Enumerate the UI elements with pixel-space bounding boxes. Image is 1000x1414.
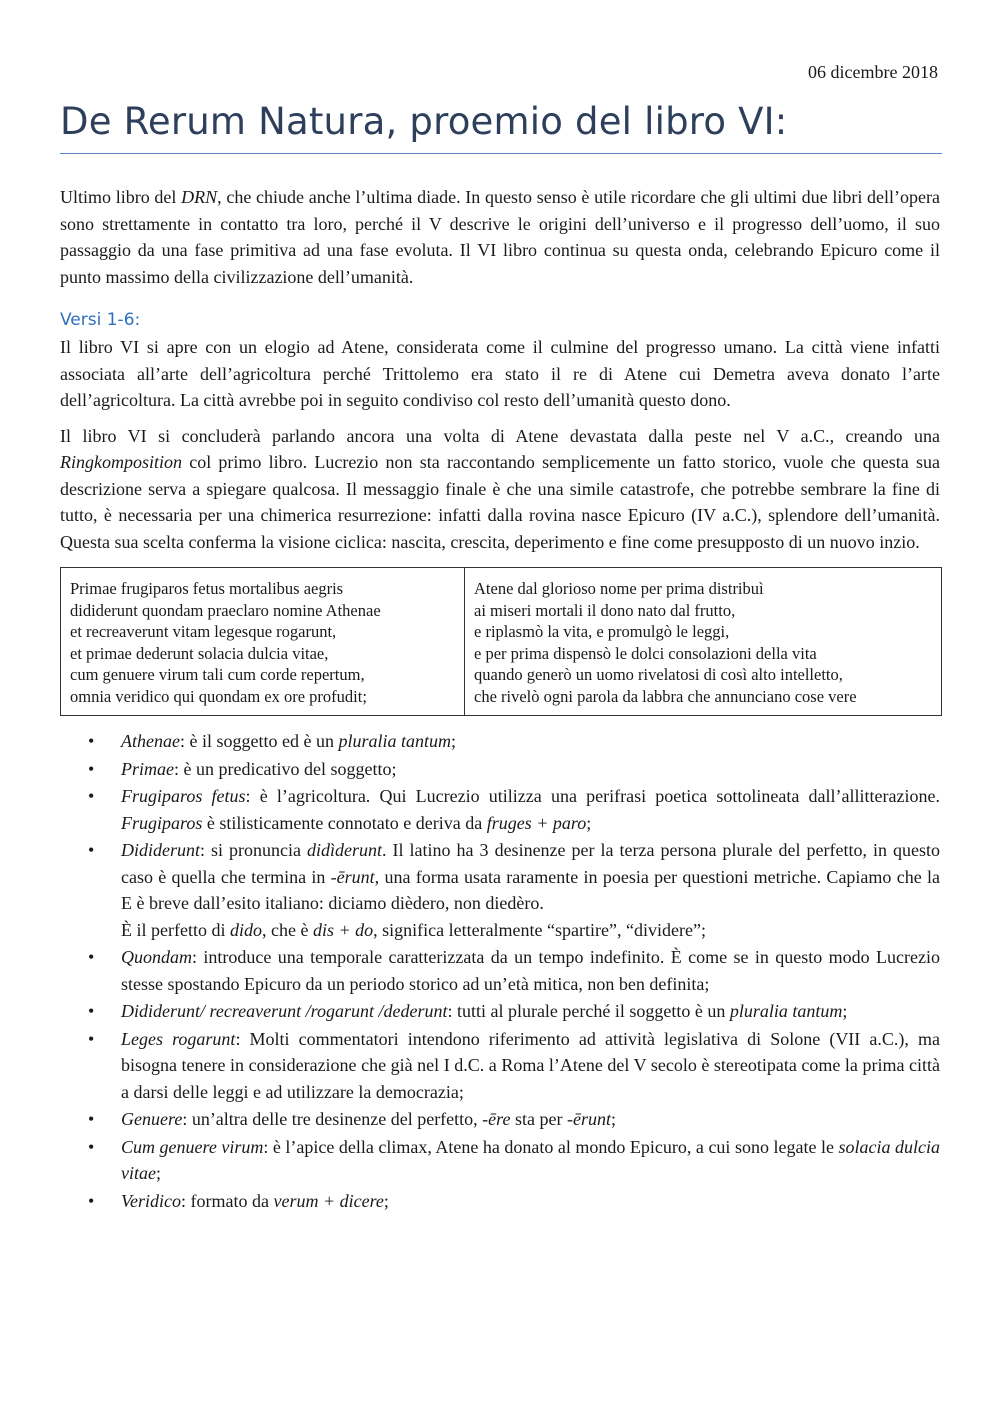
paragraph-1: Il libro VI si apre con un elogio ad Atene, considerata come il culmine del progresso umano. La città viene infatti associata all’arte dell’agricoltura perché Trittolemo era stato il re di Atene cui Demetra aveva donato l’arte dell’agricoltura. La città avrebbe poi in seguito condiviso col resto dell’umanità questo dono. [60, 337, 940, 410]
list-item: • Primae: è un predicativo del soggetto; [60, 756, 940, 783]
latin-verse: Primae frugiparos fetus mortalibus aegris [70, 579, 344, 598]
notes-list [60, 728, 940, 1214]
list-item: • Cum genuere virum: è l’apice della climax, Atene ha donato al mondo Epicuro, a cui sono legate le solacia dulcia vitae; [60, 1134, 940, 1187]
bullet-icon: • [88, 1136, 95, 1157]
italian-translation-cell [465, 568, 942, 716]
italian-verse: Atene dal glorioso nome per prima distribuì [474, 579, 764, 598]
document-date: 06 dicembre 2018 [808, 62, 938, 82]
bullet-icon: • [88, 1190, 95, 1211]
latin-verse: cum genuere virum tali cum corde repertum, [70, 665, 365, 684]
verses-table [60, 567, 942, 716]
verses-row [61, 568, 942, 716]
italian-verse: e per prima dispensò le dolci consolazioni della vita [474, 643, 817, 663]
latin-verse: dididerunt quondam praeclaro nomine Athenae [70, 600, 381, 620]
latin-verse: et recreaverunt vitam legesque rogarunt, [70, 622, 337, 641]
italian-verse: e riplasmò la vita, e promulgò le leggi, [474, 622, 730, 641]
bullet-icon: • [88, 947, 95, 967]
list-item: • Leges rogarunt: Molti commentatori intendono riferimento ad attività legislativa di Solone (VII a.C.), ma bisogna tenere in considerazione che già nel I d.C. a Roma l’Atene del V secolo è stereotipata come la prima città a darsi delle leggi e ad utilizzare la democrazia; [60, 1026, 940, 1106]
intro-paragraph: Ultimo libro del DRN, che chiude anche l’ultima diade. In questo senso è utile ricordare che gli ultimi due libri dell’opera sono strettamente in contatto tra loro, perché il V descrive le origini dell’universo e il progresso dell’uomo, il suo passaggio da una fase primitiva ad una fase evoluta. Il VI libro continua su questa onda, celebrando Epicuro come il punto massimo della civilizzazione dell’umanità. [60, 187, 940, 287]
list-item: • Dididerunt: si pronuncia didìderunt. Il latino ha 3 desinenze per la terza persona plurale del perfetto, in questo caso è quella che termina in -ērunt, una forma usata raramente in poesia per questioni metriche. Capiamo che la E è breve dall’esito italiano: diciamo dièdero, non diedèro. È il perfetto di dido, che è dis + do, significa letteralmente “spartire”, “dividere”; [60, 837, 940, 943]
latin-verse: omnia veridico qui quondam ex ore profudit; [70, 686, 367, 706]
bullet-icon: • [88, 840, 95, 860]
italian-verse: ai miseri mortali il dono nato dal frutto, [474, 600, 736, 620]
list-item: • Genuere: un’altra delle tre desinenze del perfetto, -ēre sta per -ērunt; [60, 1106, 940, 1133]
latin-verse: et primae dederunt solacia dulcia vitae, [70, 643, 329, 663]
list-item: • Quondam: introduce una temporale caratterizzata da un tempo indefinito. È come se in questo modo Lucrezio stesse spostando Epicuro da un periodo storico ad un’età mitica, non ben definita; [60, 944, 940, 997]
bullet-icon: • [88, 1028, 95, 1049]
bullet-icon: • [88, 731, 95, 751]
paragraph-2: Il libro VI si concluderà parlando ancora una volta di Atene devastata dalla peste nel V a.C., creando una Ringkomposition col primo libro. Lucrezio non sta raccontando semplicemente un fatto storico, vuole che questa sua descrizione serva a spiegare qualcosa. Il messaggio finale è che una simile catastrofe, che potrebbe sembrare la fine di tutto, è necessaria per una chimerica resurrezione: infatti dalla rovina nasce Epicuro (IV a.C.), splendore dell’umanità. Questa sua scelta conferma la visione ciclica: nascita, crescita, deperimento e fine come presupposto di un nuovo inzio. [60, 425, 940, 552]
bullet-icon: • [88, 1109, 95, 1129]
italian-verse: quando generò un uomo rivelatosi di così alto intelletto, [474, 665, 843, 684]
italian-verse: che rivelò ogni parola da labbra che annunciano cose vere [474, 686, 857, 706]
list-item: • Veridico: formato da verum + dicere; [60, 1188, 940, 1215]
list-item: • Frugiparos fetus: è l’agricoltura. Qui Lucrezio utilizza una perifrasi poetica sottolineata dall’allitterazione. Frugiparos è stilisticamente connotato e deriva da fruges + paro; [60, 783, 940, 836]
latin-text-cell [61, 568, 465, 716]
bullet-icon: • [88, 786, 95, 806]
bullet-icon: • [88, 1001, 95, 1021]
bullet-icon: • [88, 758, 95, 779]
document-title: De Rerum Natura, proemio del libro VI: [60, 100, 942, 154]
list-item: • Dididerunt/ recreaverunt /rogarunt /dederunt: tutti al plurale perché il soggetto è un pluralia tantum; [60, 998, 940, 1025]
list-item: • Athenae: è il soggetto ed è un pluralia tantum; [60, 728, 940, 755]
section-heading: Versi 1-6: [60, 310, 141, 330]
document-body [60, 184, 940, 1215]
